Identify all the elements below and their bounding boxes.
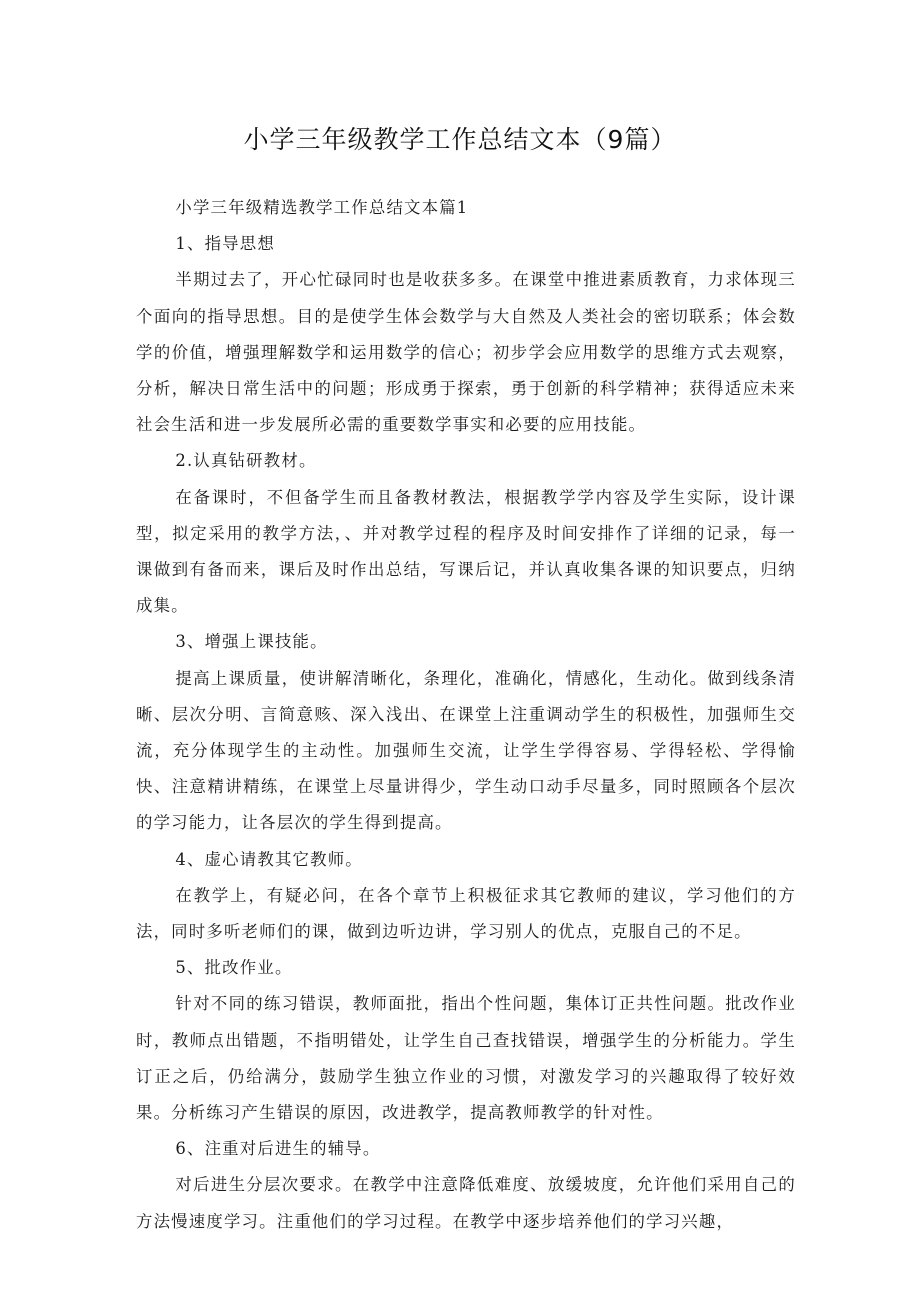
paragraph: 提高上课质量，使讲解清晰化，条理化，准确化，情感化，生动化。做到线条清晰、层次分明、言简意赅、深入浅出、在课堂上注重调动学生的积极性，加强师生交流，充分体现学生的主动性。加强师生交流，让学生学得容易、学得轻松、学得愉快、注意精讲精练，在课堂上尽量讲得少，学生动口动手尽量多，同时照顾各个层次的学习能力，让各层次的学生得到提高。 (136, 668, 796, 833)
subheading-underachiever-support: 6、注重对后进生的辅导。 (175, 1139, 381, 1159)
subheading-guiding-thought: 1、指导思想 (175, 234, 275, 254)
section-heading: 小学三年级精选教学工作总结文本篇1 (175, 198, 469, 217)
paragraph: 在备课时，不但备学生而且备教材教法，根据教学学内容及学生实际，设计课型，拟定采用的教学方法，、并对教学过程的程序及时间安排作了详细的记录，每一课做到有备而来，课后及时作出总结，写课后记，并认真收集各课的知识要点，归纳成集。 (136, 487, 796, 616)
subheading-consult-teachers: 4、虚心请教其它教师。 (175, 849, 363, 869)
subheading-study-materials: 2.认真钻研教材。 (175, 451, 317, 471)
document-title: 小学三年级教学工作总结文本（9篇） (243, 125, 677, 154)
paragraph: 在教学上，有疑必问，在各个章节上积极征求其它教师的建议，学习他们的方法，同时多听老师们的课，做到边听边讲，学习别人的优点，克服自己的不足。 (136, 885, 796, 942)
paragraph: 针对不同的练习错误，教师面批，指出个性问题，集体订正共性问题。批改作业时，教师点出错题，不指明错处，让学生自己查找错误，增强学生的分析能力。学生订正之后，仍给满分，鼓励学生独立作业的习惯，对激发学习的兴趣取得了较好效果。分析练习产生错误的原因，改进教学，提高教师教学的针对性。 (136, 994, 796, 1123)
paragraph: 对后进生分层次要求。在教学中注意降低难度、放缓坡度，允许他们采用自己的方法慢速度学习。注重他们的学习过程。在教学中逐步培养他们的学习兴趣， (136, 1175, 796, 1231)
subheading-homework-correction: 5、批改作业。 (175, 958, 293, 978)
paragraph: 半期过去了，开心忙碌同时也是收获多多。在课堂中推进素质教育，力求体现三个面向的指导思想。目的是使学生体会数学与大自然及人类社会的密切联系；体会数学的价值，增强理解数学和运用数学的信心；初步学会应用数学的思维方式去观察，分析，解决日常生活中的问题；形成勇于探索，勇于创新的科学精神；获得适应未来社会生活和进一步发展所必需的重要数学事实和必要的应用技能。 (136, 270, 796, 435)
document-body (136, 190, 796, 1240)
subheading-teaching-skills: 3、增强上课技能。 (175, 632, 328, 652)
